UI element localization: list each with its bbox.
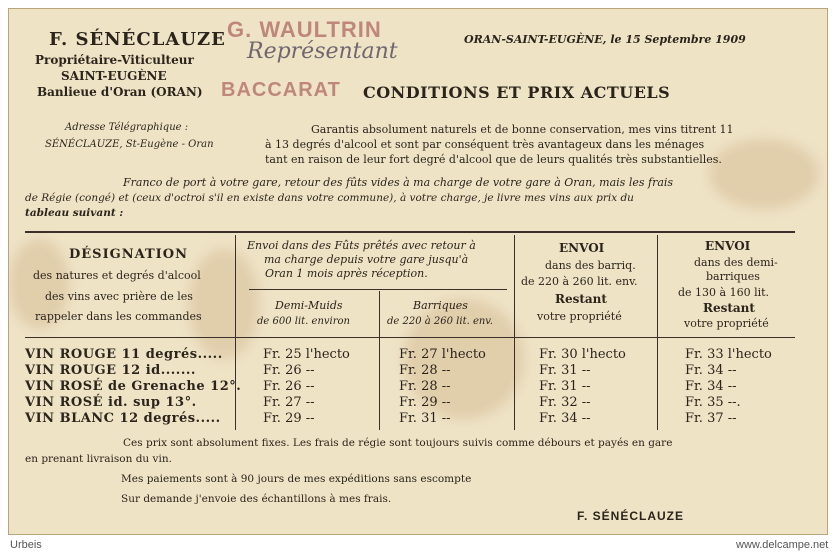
price-envoi-barriq: Fr. 31 -- [539, 363, 591, 378]
merchant-role: Propriétaire-Viticulteur [35, 53, 194, 67]
column-divider [514, 235, 515, 430]
merchant-banlieue: Banlieue d'Oran (ORAN) [37, 85, 203, 99]
watermark-right: www.delcampe.net [736, 539, 829, 551]
envoi-barriq-line: dans des barriq. [545, 259, 636, 272]
price-envoi-demi: Fr. 35 --. [685, 395, 741, 410]
merchant-name: F. SÉNÉCLAUZE [49, 29, 226, 50]
price-envoi-demi: Fr. 37 -- [685, 411, 737, 426]
envoi-demi-line: de 130 à 160 lit. [678, 286, 770, 299]
intro-text: Franco de port à votre gare, retour des fûts vides à ma charge de votre gare à Oran, mais les frais [123, 176, 674, 189]
wine-name: VIN ROSÉ de Grenache 12°. [25, 379, 242, 394]
closing-text: Ces prix sont absolument fixes. Les frais de régie sont toujours suivis comme débours et payés en gare [123, 437, 673, 449]
envoi-barriq-title: ENVOI [559, 241, 605, 255]
wine-name: VIN ROUGE 11 degrés..... [25, 347, 223, 362]
stamp-name: G. WAULTRIN [227, 17, 382, 42]
date-line: ORAN-SAINT-EUGÈNE, le 15 Septembre 1909 [464, 33, 746, 46]
demi-muids-capacity: de 600 lit. environ [257, 316, 350, 327]
price-barriques: Fr. 29 -- [399, 395, 451, 410]
page-title: CONDITIONS ET PRIX ACTUELS [363, 83, 671, 102]
envoi-barriq-line: de 220 à 260 lit. env. [521, 275, 638, 288]
intro-text: de Régie (congé) et (ceux d'octroi s'il en existe dans votre commune), à votre charge, je livre mes vins aux prix du [25, 192, 634, 204]
designation-line: des natures et degrés d'alcool [33, 269, 201, 282]
closing-text: Mes paiements sont à 90 jours de mes expéditions sans escompte [121, 473, 472, 485]
barriques-label: Barriques [413, 299, 468, 312]
price-barriques: Fr. 31 -- [399, 411, 451, 426]
price-demi-muids: Fr. 25 l'hecto [263, 347, 350, 362]
telegraph-address: SÉNÉCLAUZE, St-Eugène - Oran [45, 139, 214, 150]
header-bottom-rule [25, 337, 795, 338]
wine-name: VIN BLANC 12 degrés..... [25, 411, 221, 426]
demi-muids-label: Demi-Muids [275, 299, 343, 312]
subheader-rule [249, 289, 507, 290]
envoi-demi-line: votre propriété [684, 317, 769, 330]
intro-text: tant en raison de leur fort degré d'alcool que de leurs qualités très substantielles. [265, 153, 722, 166]
price-envoi-demi: Fr. 34 -- [685, 363, 737, 378]
merchant-town: SAINT-EUGÈNE [61, 69, 167, 83]
price-barriques: Fr. 28 -- [399, 363, 451, 378]
table-top-rule [25, 231, 795, 233]
price-demi-muids: Fr. 29 -- [263, 411, 315, 426]
price-envoi-barriq: Fr. 32 -- [539, 395, 591, 410]
watermark-bar [0, 537, 837, 554]
envoi-barriq-line: votre propriété [537, 310, 622, 323]
price-barriques: Fr. 28 -- [399, 379, 451, 394]
futs-header-line: Envoi dans des Fûts prêtés avec retour à [247, 239, 476, 252]
closing-text: Sur demande j'envoie des échantillons à mes frais. [121, 493, 392, 505]
envoi-demi-title: ENVOI [705, 239, 751, 253]
wine-name: VIN ROUGE 12 id....... [25, 363, 196, 378]
price-barriques: Fr. 27 l'hecto [399, 347, 486, 362]
designation-title: DÉSIGNATION [69, 247, 188, 262]
barriques-capacity: de 220 à 260 lit. env. [387, 316, 493, 327]
stamp-town: BACCARAT [221, 79, 341, 101]
closing-text: en prenant livraison du vin. [25, 453, 172, 465]
watermark-left: Urbeis [10, 539, 42, 551]
intro-text: Garantis absolument naturels et de bonne conservation, mes vins titrent 11 [311, 123, 734, 136]
telegraph-label: Adresse Télégraphique : [65, 122, 189, 133]
designation-line: rappeler dans les commandes [35, 310, 202, 323]
designation-line: des vins avec prière de les [45, 290, 193, 303]
intro-text: à 13 degrés d'alcool et sont par conséquent très avantageux dans les ménages [265, 138, 705, 151]
envoi-barriq-line: Restant [555, 292, 607, 306]
price-envoi-barriq: Fr. 31 -- [539, 379, 591, 394]
stain [189, 249, 259, 359]
price-envoi-demi: Fr. 33 l'hecto [685, 347, 772, 362]
futs-header-line: ma charge depuis votre gare jusqu'à [264, 253, 469, 266]
stain [709, 139, 819, 209]
column-divider [379, 291, 380, 430]
price-envoi-barriq: Fr. 34 -- [539, 411, 591, 426]
price-demi-muids: Fr. 26 -- [263, 379, 315, 394]
price-demi-muids: Fr. 27 -- [263, 395, 315, 410]
signature: F. SÉNÉCLAUZE [577, 509, 685, 523]
price-envoi-demi: Fr. 34 -- [685, 379, 737, 394]
stamp-handwritten: Représentant [247, 39, 398, 64]
futs-header-line: Oran 1 mois après réception. [265, 267, 428, 280]
price-demi-muids: Fr. 26 -- [263, 363, 315, 378]
column-divider [657, 235, 658, 430]
wine-name: VIN ROSÉ id. sup 13°. [25, 395, 197, 410]
envoi-demi-line: barriques [706, 270, 760, 283]
postcard [8, 8, 828, 535]
column-divider [235, 235, 236, 430]
envoi-demi-line: dans des demi- [694, 256, 778, 269]
intro-text: tableau suivant : [25, 207, 124, 219]
price-envoi-barriq: Fr. 30 l'hecto [539, 347, 626, 362]
envoi-demi-line: Restant [703, 301, 755, 315]
